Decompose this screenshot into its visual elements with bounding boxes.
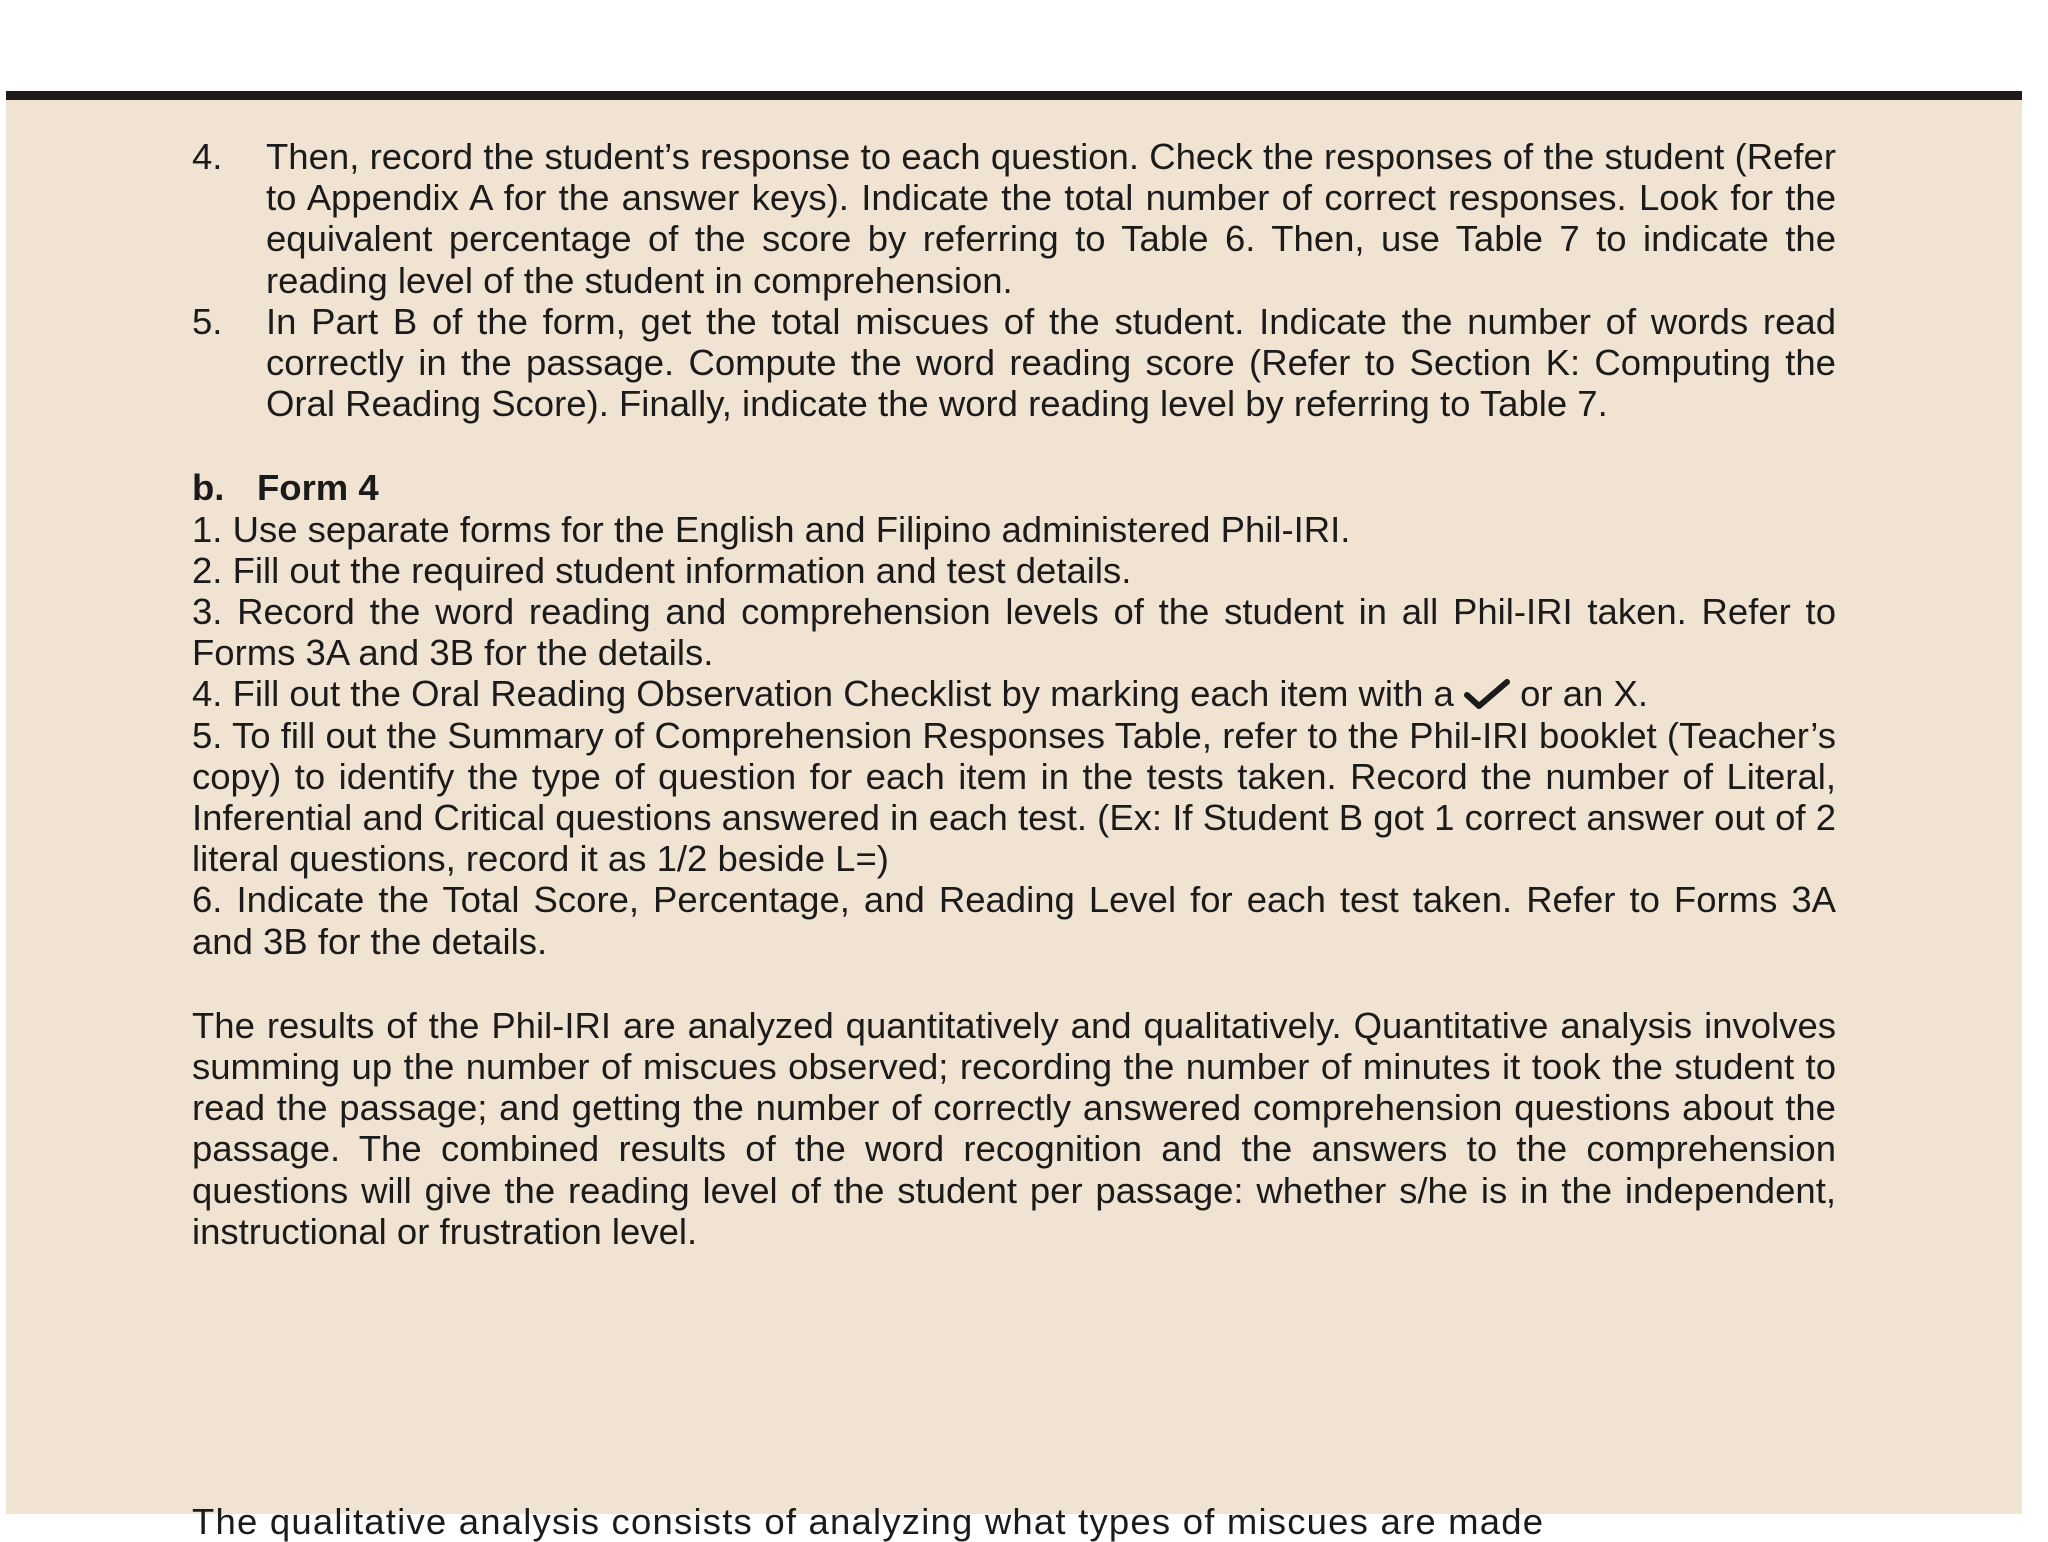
heading-number: b.: [192, 467, 225, 509]
step-number: 4.: [192, 136, 223, 177]
checkmark-icon: [1464, 679, 1510, 709]
form4-heading: [192, 467, 1836, 508]
step-4-text-end: or an X.: [1520, 673, 1648, 715]
form4-step-2: 2. Fill out the required student information and test details.: [192, 549, 1132, 591]
part-a-step-5: [192, 301, 1836, 425]
cutoff-text-line: [192, 1497, 1836, 1542]
header-rule: [6, 91, 2022, 100]
form4-step-6: 6. Indicate the Total Score, Percentage, and Reading Level for each test taken. Refer to Forms 3A and 3B for the details.: [192, 879, 1836, 962]
spacer: [192, 424, 1836, 467]
step-text: In Part B of the form, get the total miscues of the student. Indicate the number of words read correctly in the passage. Compute the word reading score (Refer to Section K: Computing the Oral Reading Score). Finally, indicate the word reading level by referring to Table 7.: [266, 300, 1836, 425]
form4-step-4: [192, 673, 1836, 714]
form4-step-1: 1. Use separate forms for the English and Filipino administered Phil-IRI.: [192, 508, 1351, 550]
document-body: [192, 136, 1836, 1252]
step-4-text: 4. Fill out the Oral Reading Observation Checklist by marking each item with a: [192, 673, 1454, 715]
step-number: 5.: [192, 300, 223, 342]
cutoff-text: The qualitative analysis consists of analyzing what types of miscues are made: [192, 1501, 1545, 1542]
spacer: [192, 962, 1836, 1005]
part-a-step-4: [192, 136, 1836, 301]
analysis-paragraph: The results of the Phil-IRI are analyzed quantitatively and qualitatively. Quantitative analysis involves summing up the number of miscues observed; recording the number of minutes it took the student to read the passage; and getting the number of correctly answered comprehension questions about the passage. The combined results of the word recognition and the answers to the comprehension questions will give the reading level of the student per passage: whether s/he is in the independent, instructional or frustration level.: [192, 1004, 1836, 1252]
form4-step-3: 3. Record the word reading and comprehension levels of the student in all Phil-IRI taken. Refer to Forms 3A and 3B for the details.: [192, 591, 1836, 674]
content-panel: [6, 100, 2022, 1542]
form4-step-5: 5. To fill out the Summary of Comprehension Responses Table, refer to the Phil-IRI booklet (Teacher’s copy) to identify the type of question for each item in the tests taken. Record the number of Literal, Inferential and Critical questions answered in each test. (Ex: If Student B got 1 correct answer out of 2 literal questions, record it as 1/2 beside L=): [192, 714, 1836, 880]
heading-title: Form 4: [257, 467, 379, 509]
step-text: Then, record the student’s response to each question. Check the responses of the student (Refer to Appendix A for the answer keys). Indicate the total number of correct responses. Look for the equivalent percentage of the score by referring to Table 6. Then, use Table 7 to indicate the reading level of the student in comprehension.: [266, 136, 1836, 301]
